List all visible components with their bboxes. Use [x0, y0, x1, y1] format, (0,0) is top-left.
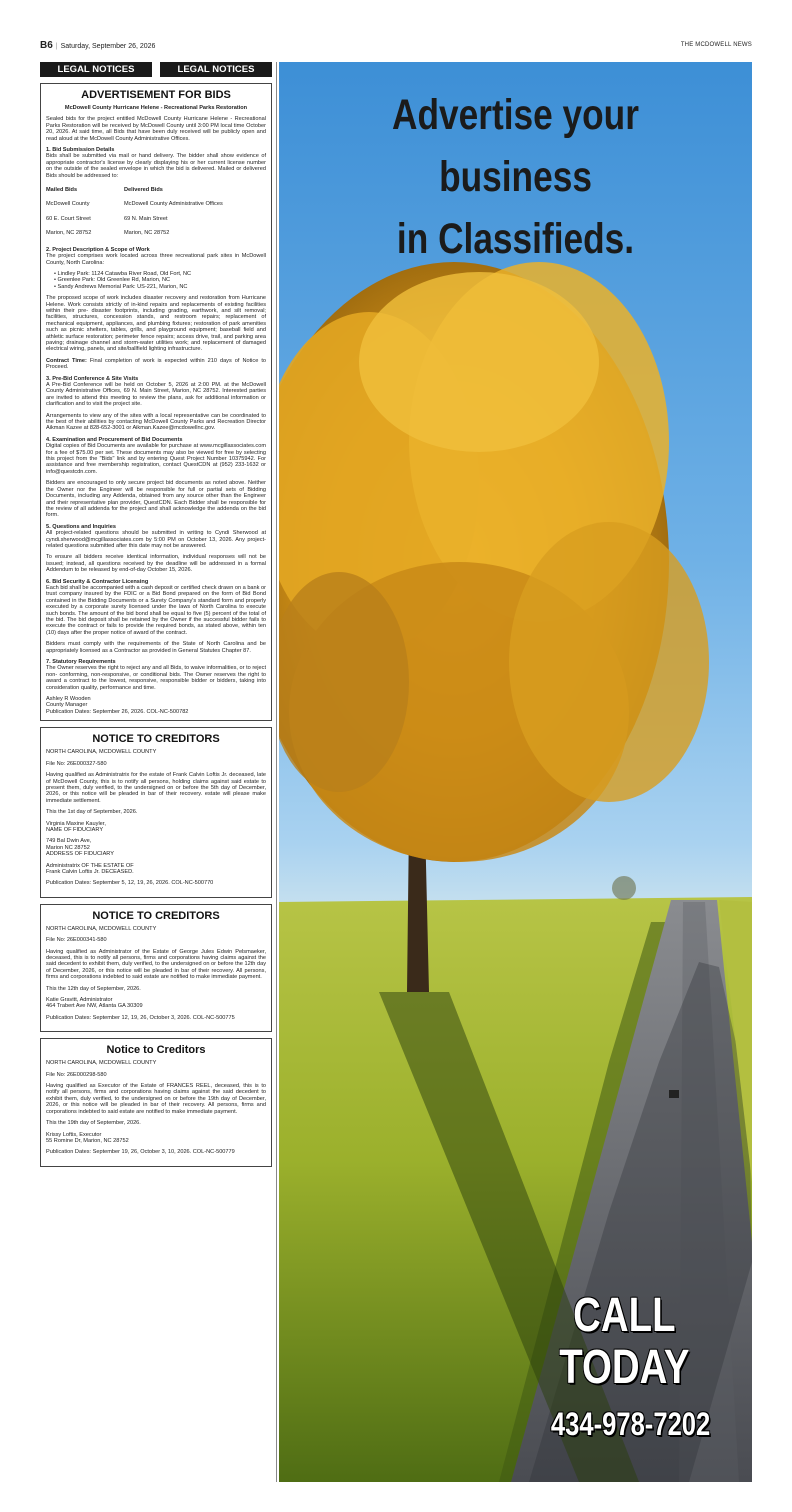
bids-section-6-extra: Bidders must comply with the requirements of the State of North Carolina and be appropriately licensed as a Contractor as provided in General Statutes Chapter 87.: [46, 641, 266, 654]
classifieds-ad: [279, 62, 752, 1482]
creditors1-role: Administratrix OF THE ESTATE OF Frank Calvin Loftis Jr. DECEASED.: [46, 862, 134, 875]
bids-section-5: 5. Questions and Inquiries All project-related questions should be submitted in writing to Cyndi Sherwood at cyndi.sherwood@mcgillassociates.com by 5:00 PM on October 13, 2026. Any project-related questions submitted after this date may not be answered.: [46, 523, 266, 549]
masthead: B6 | Saturday, September 26, 2026 THE MCDOWELL NEWS: [40, 40, 752, 51]
bids-section-3: 3. Pre-Bid Conference & Site Visits A Pre-Bid Conference will be held on October 5, 2026 at 2:00 PM. at the McDowell County Administrative Offices, 69 N. Main Street, Marion, NC 28752. Interested parties are invited to attend this meeting to review the plans, ask for additional information or clarification and to visit the project site.: [46, 375, 266, 408]
list-item: • Lindley Park: 1124 Catawba River Road, Old Fort, NC: [54, 271, 266, 277]
creditors3-state: NORTH CAROLINA, MCDOWELL COUNTY: [46, 1060, 157, 1067]
bids-contract-time: Contract Time: Final completion of work is expected within 210 days of Notice to Proceed.: [46, 357, 266, 371]
bids-section-1: 1. Bid Submission Details Bids shall be submitted via mail or hand delivery. The bidder shall show evidence of appropriate contractor's license by clearly displaying his or her current license number on the outside of the sealed envelope in which the bid is delivered. Mailed or delivered Bids should be addressed to:: [46, 147, 266, 179]
creditors2-administrator: Katie Gravitt, Administrator 464 Trabert Ave NW, Atlanta GA 30309: [46, 997, 143, 1010]
creditors2-pub: Publication Dates: September 12, 19, 26, October 3, 2026. COL-NC-500775: [46, 1014, 235, 1021]
page-number: B6: [40, 40, 53, 51]
bids-scope: The proposed scope of work includes disaster recovery and restoration from Hurricane Helene. Work consists strictly of in-kind repairs and replacements of existing facilities within their pre- disaster footprints, including grading, earthwork, and silt removal; facilities, structures, concession stands, and restroom repairs; replacement of mechanical equipment, appliances, and plumbing fixtures; restoration of park amenities such as picnic shelters, tables, grills, and playground equipment; baseball field and athletic surface restoration; perimeter fence repairs; access drive, trail, and parking area paving; drainage channel and storm-water utilities work; and replacement of damaged electrical wiring, panels, and site/ballfield lighting infrastructure.: [46, 295, 266, 353]
ad-headline: Advertise your business in Classifieds.: [392, 91, 639, 263]
autumn-tree-road-photo: [279, 62, 752, 1482]
creditors1-fiduciary: Virginia Maxine Kauyler, NAME OF FIDUCIARY: [46, 820, 106, 833]
creditors1-file: File No: 26E000327-580: [46, 760, 107, 767]
creditors1-date: This the 1st day of September, 2026.: [46, 809, 138, 816]
bids-section-6: 6. Bid Security & Contractor Licensing Each bid shall be accompanied with a cash deposit or certified check drawn on a bank or trust company insured by the FDIC or a Bid Bond prepared on the form of Bid Bond contained in the Bidding Documents or a Surety Company's standard form and properly executed by a corporate surety licensed under the laws of North Carolina to execute such bonds. The amount of the bid bond shall be equal to five (5) percent of the total of the bid. The bid deposit shall be retained by the Owner if the successful bidder fails to execute the contract or fails to provide the required bonds, as stated above, within ten (10) days after the proper notice of award of the contract.: [46, 578, 266, 636]
creditors3-body: Having qualified as Executor of the Estate of FRANCES REEL, deceased, this is to notify all persons, firms and corporations having claims against the said decedent to exhibit them, duly verified, to the undersigned on or before the 19th day of December, 2026, or this notice will be pleaded in bar of their recovery. All persons, firms and corporations indebted to said estate are notified to make immediate payment.: [46, 1083, 266, 1115]
bids-section-4: 4. Examination and Procurement of Bid Documents Digital copies of Bid Documents are available for purchase at www.mcgillassociates.com for a fee of $75.00 per set. These documents may also be viewed for free by selecting this project from the "Bids" link and by entering Quest Project Number 10375942. For assistance and free membership registration, contact QuestCDN at (952) 233-1632 or info@questcdn.com.: [46, 436, 266, 475]
issue-date: Saturday, September 26, 2026: [60, 43, 156, 50]
creditors1-state: NORTH CAROLINA, MCDOWELL COUNTY: [46, 749, 157, 756]
list-item: • Greenlee Park: Old Greenlee Rd, Marion, NC: [54, 277, 266, 283]
creditors3-date: This the 19th day of September, 2026.: [46, 1120, 141, 1127]
bid-advertisement: [40, 83, 272, 721]
bids-intro: Sealed bids for the project entitled McDowell County Hurricane Helene - Recreational Parks Restoration will be received by McDowell County until 3:00 PM local time October 20, 2026. At said time, all Bids that have been duly received will be publicly open and read aloud at the McDowell County Administrative Offices.: [46, 116, 266, 142]
creditors1-address: 749 Bal Dwin Ave, Marion NC 28752 ADDRESS OF FIDUCIARY: [46, 838, 114, 858]
section-header-left: LEGAL NOTICES: [40, 62, 152, 77]
bids-signature: Ashley R Wooden County Manager Publication Dates: September 26, 2026. COL-NC-500782: [46, 696, 189, 715]
creditors2-title: NOTICE TO CREDITORS: [92, 909, 220, 922]
creditors2-body: Having qualified as Administrator of the Estate of George Jules Edwin Pelsmaeker, deceased, this is to notify all persons, firms and corporations having claims against the said decedent to exhibit them, duly verified, to the undersigned on or before the 12th day of December, 2026, or this notice will be pleaded in bar of their recovery. All persons, firms and corporations indebted to said estate are notified to make immediate payment.: [46, 948, 266, 981]
column-divider: [276, 62, 277, 1482]
bids-subtitle: McDowell County Hurricane Helene - Recreational Parks Restoration: [64, 105, 248, 111]
creditors2-state: NORTH CAROLINA, MCDOWELL COUNTY: [46, 925, 157, 932]
bids-section-3-extra: Arrangements to view any of the sites with a local representative can be coordinated to the best of their abilities by contacting McDowell County Parks and Recreation Director Aikman Kazee at 828-652-3001 or Aikman.Kazee@mcdowellnc.gov.: [46, 412, 266, 432]
creditors1-pub: Publication Dates: September 5, 12, 19, 26, 2026. COL-NC-500770: [46, 880, 214, 887]
bids-section-5-extra: To ensure all bidders receive identical information, individual responses will not be issued; instead, all questions received by the deadline will be addressed in a formal Addendum to be released by end-of-day October 15, 2026.: [46, 554, 266, 574]
bids-title: ADVERTISEMENT FOR BIDS: [81, 89, 231, 101]
list-item: • Sandy Andrews Memorial Park: US-221, Marion, NC: [54, 284, 266, 290]
bid-address-table: Mailed Bids Delivered Bids McDowell County McDowell County Administrative Offices 60 E. Court Street 69 N. Main Street Marion, NC 28752 Marion, NC 28752: [46, 187, 223, 237]
section-headers: [40, 62, 272, 77]
creditors-notice-3: [40, 1038, 272, 1166]
paper-name: THE MCDOWELL NEWS: [680, 42, 752, 48]
creditors3-file: File No: 26E000298-580: [46, 1071, 107, 1078]
creditors1-title: NOTICE TO CREDITORS: [92, 733, 220, 746]
creditors3-executor: Krissy Loftis, Executor 55 Romine Dr, Marion, NC 28752: [46, 1131, 129, 1144]
creditors2-date: This the 12th day of September, 2026.: [46, 985, 141, 992]
bids-section-7: 7. Statutory Requirements The Owner reserves the right to reject any and all Bids, to waive informalities, or to reject non- conforming, non-responsive, or conditional bids. The Owner reserves the right to award a contract to the lowest, responsive, responsible bidder or bidders, taking into consideration quality, performance and time.: [46, 659, 266, 691]
creditors-notice-2: [40, 904, 272, 1032]
creditors3-pub: Publication Dates: September 19, 26, October 3, 10, 2026. COL-NC-500779: [46, 1149, 235, 1156]
call-today-text: CALL TODAY: [559, 1289, 690, 1394]
park-list: [54, 271, 266, 290]
creditors2-file: File No: 26E000341-580: [46, 937, 107, 944]
creditors3-title: Notice to Creditors: [106, 1044, 206, 1057]
bids-section-4-extra: Bidders are encouraged to only secure project bid documents as noted above. Neither the Owner nor the Engineer will be responsible for full or partial sets of Bidding Documents, including any Addenda, obtained from any source other than the Engineer and their representative plan provider, QuestCDN. Each Bidder shall be responsible for the review of all addenda for the project and shall acknowledge the addenda on the bid form.: [46, 480, 266, 519]
creditors1-body: Having qualified as Administratrix for the estate of Frank Calvin Loftis Jr. deceased, late of McDowell County, this is to notify all persons, holding claims against said estate to present them, duly verified, to the undersigned on or before the 5th day of December, 2026, or this notice will be pleaded in bar of their recovery. estate will please make immediate settlement.: [46, 772, 266, 804]
bids-section-2: 2. Project Description & Scope of Work The project comprises work located across three recreational park sites in McDowell County, North Carolina:: [46, 246, 266, 266]
creditors-notice-1: [40, 727, 272, 898]
legal-notices-column: [40, 62, 272, 1482]
ad-phone-number: 434-978-7202: [550, 1406, 710, 1442]
section-header-right: LEGAL NOTICES: [160, 62, 272, 77]
